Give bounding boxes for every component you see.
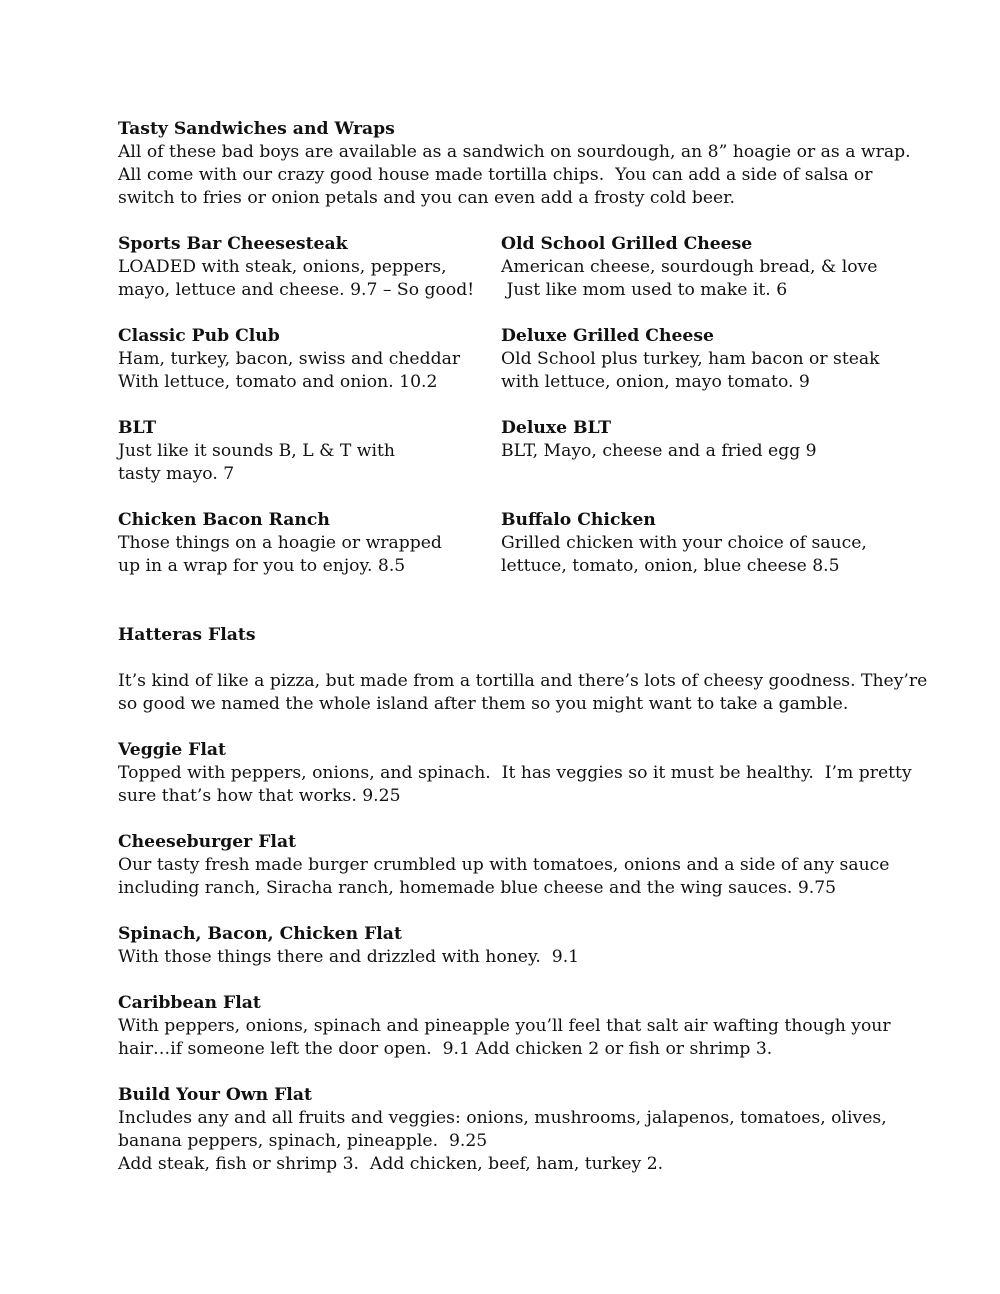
menu-item-name: Classic Pub Club bbox=[118, 326, 280, 346]
menu-item-name: Build Your Own Flat bbox=[118, 1085, 312, 1105]
menu-item bbox=[501, 325, 918, 394]
sandwiches-section bbox=[118, 118, 918, 578]
menu-item-desc: Ham, turkey, bacon, swiss and cheddar bbox=[118, 349, 461, 369]
section-intro bbox=[118, 141, 918, 210]
menu-item-name: Veggie Flat bbox=[118, 740, 226, 760]
menu-item bbox=[118, 1084, 918, 1176]
section-title: Tasty Sandwiches and Wraps bbox=[118, 119, 395, 139]
menu-item bbox=[501, 509, 918, 578]
menu-item bbox=[118, 992, 918, 1061]
menu-item-desc: With lettuce, tomato and onion. 10.2 bbox=[118, 372, 438, 392]
menu-item-desc: Just like it sounds B, L & T with bbox=[118, 441, 395, 461]
menu-item-name: Spinach, Bacon, Chicken Flat bbox=[118, 924, 402, 944]
menu-item-name: Sports Bar Cheesesteak bbox=[118, 234, 348, 254]
menu-item-desc: With those things there and drizzled with honey. 9.1 bbox=[118, 947, 580, 967]
menu-item-name: Deluxe Grilled Cheese bbox=[501, 326, 714, 346]
menu-item bbox=[118, 233, 501, 302]
menu-item-name: Caribbean Flat bbox=[118, 993, 261, 1013]
menu-item-desc: Just like mom used to make it. 6 bbox=[501, 280, 788, 300]
menu-item-name: Cheeseburger Flat bbox=[118, 832, 297, 852]
menu-item-desc: With peppers, onions, spinach and pineapple you’ll feel that salt air wafting though your bbox=[118, 1016, 891, 1036]
menu-item bbox=[118, 509, 501, 578]
menu-item-desc: American cheese, sourdough bread, & love bbox=[501, 257, 878, 277]
menu-item-desc: Grilled chicken with your choice of sauce, bbox=[501, 533, 867, 553]
menu-item-desc: up in a wrap for you to enjoy. 8.5 bbox=[118, 556, 406, 576]
section-divider-space bbox=[118, 578, 918, 624]
menu-item-name: Old School Grilled Cheese bbox=[501, 234, 753, 254]
menu-item-desc: BLT, Mayo, cheese and a fried egg 9 bbox=[501, 441, 817, 461]
menu-item-desc: tasty mayo. 7 bbox=[118, 464, 235, 484]
menu-item-desc: sure that’s how that works. 9.25 bbox=[118, 786, 401, 806]
menu-item-desc: hair…if someone left the door open. 9.1 Add chicken 2 or fish or shrimp 3. bbox=[118, 1039, 773, 1059]
intro-line: switch to fries or onion petals and you can even add a frosty cold beer. bbox=[118, 188, 735, 208]
menu-item-desc: Includes any and all fruits and veggies: onions, mushrooms, jalapenos, tomatoes, olives, bbox=[118, 1108, 887, 1128]
menu-item-desc: banana peppers, spinach, pineapple. 9.25 bbox=[118, 1131, 488, 1151]
menu-item bbox=[118, 739, 918, 808]
menu-item bbox=[501, 417, 918, 486]
menu-item-name: BLT bbox=[118, 418, 156, 438]
sandwich-grid bbox=[118, 233, 918, 578]
menu-item bbox=[118, 923, 918, 969]
menu-item-desc: Add steak, fish or shrimp 3. Add chicken, beef, ham, turkey 2. bbox=[118, 1154, 664, 1174]
menu-item-name: Buffalo Chicken bbox=[501, 510, 656, 530]
menu-item-desc: lettuce, tomato, onion, blue cheese 8.5 bbox=[501, 556, 840, 576]
menu-item-name: Deluxe BLT bbox=[501, 418, 612, 438]
menu-item-desc: Old School plus turkey, ham bacon or steak bbox=[501, 349, 880, 369]
menu-item-desc: with lettuce, onion, mayo tomato. 9 bbox=[501, 372, 810, 392]
section-title: Hatteras Flats bbox=[118, 625, 256, 645]
menu-item bbox=[501, 233, 918, 302]
intro-line: It’s kind of like a pizza, but made from a tortilla and there’s lots of cheesy goodness. They’re bbox=[118, 671, 928, 691]
menu-item-desc: including ranch, Siracha ranch, homemade blue cheese and the wing sauces. 9.75 bbox=[118, 878, 837, 898]
menu-item bbox=[118, 417, 501, 486]
flats-section bbox=[118, 624, 928, 1176]
intro-line: All come with our crazy good house made tortilla chips. You can add a side of salsa or bbox=[118, 165, 873, 185]
menu-item-name: Chicken Bacon Ranch bbox=[118, 510, 330, 530]
intro-line: All of these bad boys are available as a sandwich on sourdough, an 8” hoagie or as a wrap. bbox=[118, 142, 911, 162]
intro-line: so good we named the whole island after them so you might want to take a gamble. bbox=[118, 694, 849, 714]
menu-item bbox=[118, 831, 918, 900]
menu-item-desc: Our tasty fresh made burger crumbled up with tomatoes, onions and a side of any sauce bbox=[118, 855, 890, 875]
menu-item-desc: Topped with peppers, onions, and spinach. It has veggies so it must be healthy. I’m pretty bbox=[118, 763, 912, 783]
menu-page bbox=[118, 118, 928, 1176]
menu-item-desc: LOADED with steak, onions, peppers, bbox=[118, 257, 447, 277]
menu-item-desc: Those things on a hoagie or wrapped bbox=[118, 533, 442, 553]
menu-item bbox=[118, 325, 501, 394]
menu-item-desc: mayo, lettuce and cheese. 9.7 – So good! bbox=[118, 280, 475, 300]
section-intro bbox=[118, 670, 928, 716]
